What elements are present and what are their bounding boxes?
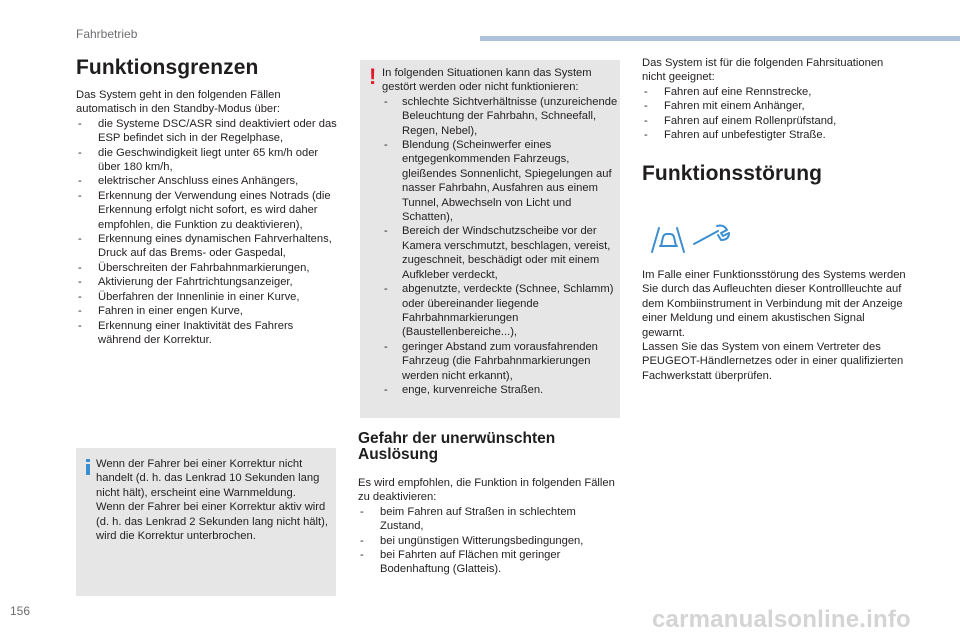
funktionsgrenzen-intro: Das System geht in den folgenden Fällen automatisch in den Standby-Modus über: <box>76 89 281 116</box>
funktionsstoerung-text: Im Falle einer Funktionsstörung des Systems werden Sie durch das Aufleuchten dieser Kontrollleuchte auf dem Kombiinstrument in Verbindung mit der Anzeige einer Meldung und einem akustischen Signal gewarnt. Lassen Sie das System von einem Vertreter des PEUGEOT-Händlernetzes oder in einer qualifizierten Fachwerkstatt überprüfen. <box>642 269 906 382</box>
list-item: - Fahren auf eine Rennstrecke, <box>642 85 904 99</box>
deactivate-list <box>358 505 620 577</box>
list-item: - Bereich der Windschutzscheibe vor der Kamera verschmutzt, beschlagen, vereist, zugeschneit, beschädigt oder mit einem Aufkleber verdeckt, <box>382 224 618 282</box>
heading-gefahr-line2: Auslösung <box>358 446 439 463</box>
list-item: - schlechte Sichtverhältnisse (unzureichende Beleuchtung der Fahrbahn, Schneefall, Regen, Nebel), <box>382 95 618 138</box>
list-item: - enge, kurvenreiche Straßen. <box>382 383 618 397</box>
list-item: - Fahren in einer engen Kurve, <box>76 304 338 318</box>
lane-departure-wrench-icon <box>648 222 736 256</box>
list-item: - Aktivierung der Fahrtrichtungsanzeiger, <box>76 275 338 289</box>
info-note-text: Wenn der Fahrer bei einer Korrektur nicht handelt (d. h. das Lenkrad 10 Sekunden lang nicht hält), erscheint eine Warnmeldung. Wenn der Fahrer bei einer Korrektur aktiv wird (d. h. das Lenkrad 2 Sekunden lang nicht hält), wird die Korrektur unterbrochen. <box>96 458 328 543</box>
heading-gefahr-line1: Gefahr der unerwünschten <box>358 430 556 447</box>
gefahr-intro: Es wird empfohlen, die Funktion in folgenden Fällen zu deaktivieren: <box>358 477 615 504</box>
warning-list <box>382 95 618 398</box>
warning-box <box>360 60 620 418</box>
warning-intro: In folgenden Situationen kann das System gestört werden oder nicht funktionieren: <box>382 67 592 94</box>
heading-funktionsstoerung: Funktionsstörung <box>642 162 823 185</box>
heading-funktionsgrenzen: Funktionsgrenzen <box>76 56 259 79</box>
list-item: - elektrischer Anschluss eines Anhängers, <box>76 174 338 188</box>
section-label: Fahrbetrieb <box>76 27 138 41</box>
list-item: - beim Fahren auf Straßen in schlechtem Zustand, <box>358 505 620 534</box>
list-item: - Erkennung eines dynamischen Fahrverhaltens, Druck auf das Brems- oder Gaspedal, <box>76 232 338 261</box>
header-rule <box>480 36 960 41</box>
info-icon <box>86 459 90 475</box>
list-item: - Fahren auf unbefestigter Straße. <box>642 128 904 142</box>
funktionsgrenzen-text <box>76 88 338 347</box>
list-item: - die Geschwindigkeit liegt unter 65 km/h oder über 180 km/h, <box>76 146 338 175</box>
warning-text <box>382 66 618 397</box>
gefahr-text <box>358 476 620 577</box>
list-item: - geringer Abstand zum vorausfahrenden Fahrzeug (die Fahrbahnmarkierungen werden nicht erkannt), <box>382 340 618 383</box>
list-item: - bei Fahrten auf Flächen mit geringer Bodenhaftung (Glatteis). <box>358 548 620 577</box>
list-item: - die Systeme DSC/ASR sind deaktiviert oder das ESP befindet sich in der Regelphase, <box>76 117 338 146</box>
unsuitable-text <box>642 56 904 142</box>
list-item: - bei ungünstigen Witterungsbedingungen, <box>358 534 620 548</box>
page-number: 156 <box>10 604 31 618</box>
list-item: - Erkennung der Verwendung eines Notrads (die Erkennung erfolgt nicht sofort, es wird daher empfohlen, die Funktion zu deaktivieren), <box>76 189 338 232</box>
heading-gefahr <box>358 431 555 463</box>
list-item: - Überschreiten der Fahrbahnmarkierungen, <box>76 261 338 275</box>
unsuitable-list <box>642 85 904 143</box>
list-item: - Überfahren der Innenlinie in einer Kurve, <box>76 290 338 304</box>
list-item: - Fahren auf einem Rollenprüfstand, <box>642 114 904 128</box>
warning-exclamation-icon: ! <box>369 64 377 89</box>
list-item: - Erkennung einer Inaktivität des Fahrers während der Korrektur. <box>76 319 338 348</box>
list-item: - abgenutzte, verdeckte (Schnee, Schlamm) oder übereinander liegende Fahrbahnmarkierungen (Baustellenbereiche...), <box>382 282 618 340</box>
unsuitable-intro: Das System ist für die folgenden Fahrsituationen nicht geeignet: <box>642 57 884 84</box>
standby-conditions-list <box>76 117 338 348</box>
info-box <box>76 448 336 596</box>
list-item: - Fahren mit einem Anhänger, <box>642 99 904 113</box>
list-item: - Blendung (Scheinwerfer eines entgegenkommenden Fahrzeugs, gleißendes Sonnenlicht, Spiegelungen auf nasser Fahrbahn, Ausfahren aus einem Tunnel, Abwechseln von Licht und Schatten), <box>382 138 618 224</box>
watermark: carmanualsonline.info <box>652 606 911 633</box>
